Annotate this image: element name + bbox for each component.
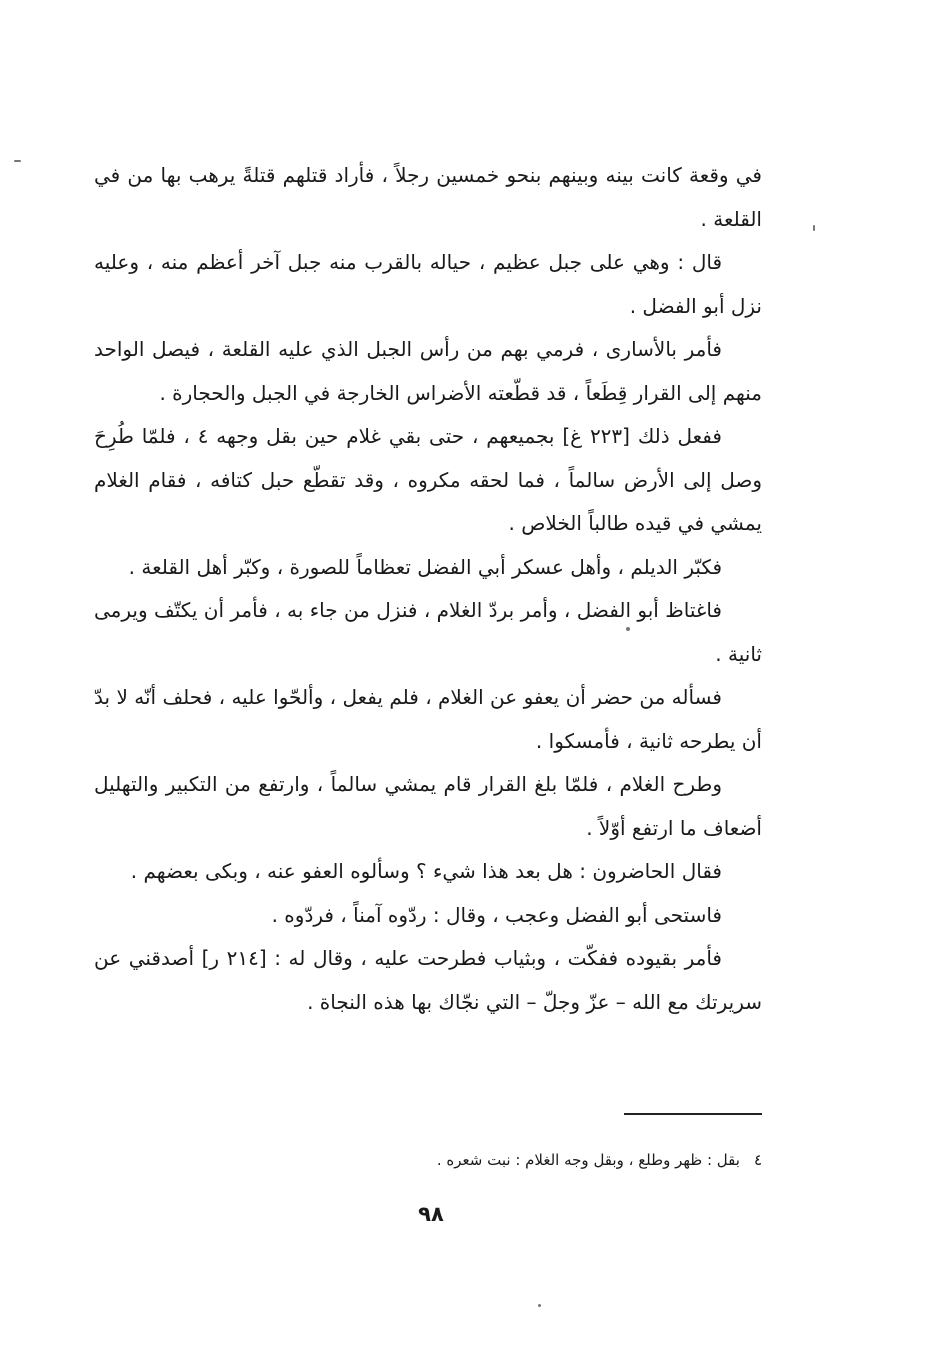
footnote-number: ٤ xyxy=(753,1151,762,1169)
paragraph-11: فأمر بقيوده ففكّت ، وبثياب فطرحت عليه ، وقال له : [٢١٤ ر] أصدقني عن سريرتك مع الله – عزّ وجلّ – التي نجّاك بها هذه النجاة . xyxy=(94,946,762,1014)
paragraph-8: وطرح الغلام ، فلمّا بلغ القرار قام يمشي سالماً ، وارتفع من التكبير والتهليل أضعاف ما ارتفع أوّلاً . xyxy=(94,772,762,840)
paragraph-10: فاستحى أبو الفضل وعجب ، وقال : ردّوه آمناً ، فردّوه . xyxy=(271,902,722,927)
paragraph-5: فكبّر الديلم ، وأهل عسكر أبي الفضل تعظاماً للصورة ، وكبّر أهل القلعة . xyxy=(128,554,722,579)
scan-speck xyxy=(538,1304,541,1307)
paragraph-3: فأمر بالأسارى ، فرمي بهم من رأس الجبل الذي عليه القلعة ، فيصل الواحد منهم إلى القرار قِطَعاً ، قد قطّعته الأضراس الخارجة في الجبل والحجارة . xyxy=(94,337,762,405)
scan-speck xyxy=(14,160,21,162)
footnote xyxy=(200,1148,762,1172)
paragraph-6: فاغتاظ أبو الفضل ، وأمر بردّ الغلام ، فنزل من جاء به ، فأمر أن يكتّف ويرمى ثانية . xyxy=(94,598,762,666)
body-text xyxy=(94,154,762,1024)
paragraph-4: ففعل ذلك [٢٢٣ غ] بجميعهم ، حتى بقي غلام حين بقل وجهه ٤ ، فلمّا طُرِحَ وصل إلى الأرض سالماً ، فما لحقه مكروه ، وقد تقطّع حبل كتافه ، فقام الغلام يمشي في قيده طالباً الخلاص . xyxy=(94,424,762,535)
scan-speck xyxy=(813,225,815,231)
paragraph-7: فسأله من حضر أن يعفو عن الغلام ، فلم يفعل ، وألحّوا عليه ، فحلف أنّه لا بدّ أن يطرحه ثانية ، فأمسكوا . xyxy=(94,685,762,753)
footnote-divider xyxy=(624,1113,762,1115)
page-number: ٩٨ xyxy=(418,1202,444,1226)
paragraph-9: فقال الحاضرون : هل بعد هذا شيء ؟ وسألوه العفو عنه ، وبكى بعضهم . xyxy=(130,859,722,883)
paragraph-2: قال : وهي على جبل عظيم ، حياله بالقرب منه جبل آخر أعظم منه ، وعليه نزل أبو الفضل . xyxy=(94,250,762,318)
scan-speck xyxy=(626,627,630,631)
paragraph-1: في وقعة كانت بينه وبينهم بنحو خمسين رجلاً ، فأراد قتلهم قتلةً يرهب بها من في القلعة . xyxy=(94,163,762,231)
footnote-text: بقل : ظهر وطلع ، وبقل وجه الغلام : نبت شعره . xyxy=(436,1151,740,1169)
